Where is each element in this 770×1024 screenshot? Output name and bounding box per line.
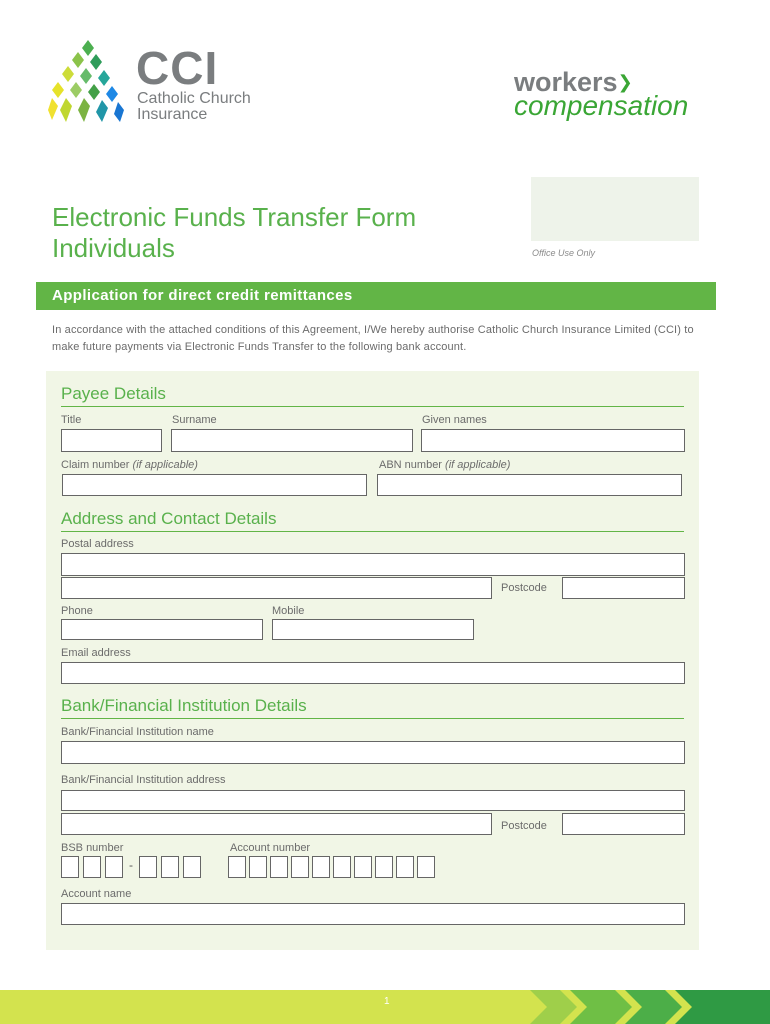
given-names-field[interactable] (421, 429, 685, 452)
email-label: Email address (61, 647, 131, 659)
bank-name-field[interactable] (61, 741, 685, 764)
account-name-label: Account name (61, 888, 132, 900)
postal-address-field-line1[interactable] (61, 553, 685, 576)
compensation-logo-text: compensation (514, 90, 689, 121)
cci-logo-text: CCI (136, 42, 219, 94)
bank-divider (61, 718, 684, 719)
account-digit-box[interactable] (291, 856, 309, 878)
claim-number-label-text: Claim number (61, 459, 130, 471)
postcode-label: Postcode (501, 582, 547, 594)
bsb-label: BSB number (61, 842, 124, 854)
account-digit-box[interactable] (417, 856, 435, 878)
title-label: Title (61, 414, 82, 426)
abn-number-label-text: ABN number (379, 459, 442, 471)
banner-text: Application for direct credit remittances (52, 287, 353, 304)
account-digit-box[interactable] (333, 856, 351, 878)
postal-address-field-line2[interactable] (61, 577, 492, 599)
office-use-box (531, 177, 699, 241)
surname-label: Surname (172, 414, 217, 426)
abn-number-note: (if applicable) (445, 459, 511, 471)
surname-field[interactable] (171, 429, 413, 452)
workers-word: workers (514, 67, 618, 97)
account-name-field[interactable] (61, 903, 685, 925)
account-digit-box[interactable] (396, 856, 414, 878)
payee-divider (61, 406, 684, 407)
cci-logo-line1: Catholic Church (137, 90, 251, 107)
bank-postcode-label: Postcode (501, 820, 547, 832)
claim-number-field[interactable] (62, 474, 367, 496)
postcode-field[interactable] (562, 577, 685, 599)
account-digit-box[interactable] (249, 856, 267, 878)
given-names-label: Given names (422, 414, 487, 426)
abn-number-label (379, 459, 510, 472)
account-digit-box[interactable] (375, 856, 393, 878)
office-use-label: Office Use Only (532, 248, 596, 258)
chevron-right-icon: ❯ (617, 72, 633, 92)
bsb-digit-box[interactable] (161, 856, 179, 878)
abn-number-field[interactable] (377, 474, 682, 496)
section-banner (36, 282, 716, 310)
payee-section-title: Payee Details (61, 384, 166, 403)
mobile-field[interactable] (272, 619, 474, 640)
bsb-digit-box[interactable] (61, 856, 79, 878)
bsb-digit-box[interactable] (83, 856, 101, 878)
address-section-title: Address and Contact Details (61, 509, 277, 528)
bank-address-label: Bank/Financial Institution address (61, 774, 226, 786)
bank-address-field-line1[interactable] (61, 790, 685, 811)
postal-address-label: Postal address (61, 538, 134, 550)
account-digit-box[interactable] (312, 856, 330, 878)
mobile-label: Mobile (272, 605, 305, 617)
bank-address-field-line2[interactable] (61, 813, 492, 835)
cci-logo-line2: Insurance (137, 106, 208, 123)
bsb-digit-box[interactable] (105, 856, 123, 878)
bank-name-label: Bank/Financial Institution name (61, 726, 214, 738)
email-field[interactable] (61, 662, 685, 684)
footer-chevrons-icon (530, 990, 770, 1024)
bsb-digit-box[interactable] (139, 856, 157, 878)
page-subtitle: Individuals (52, 233, 175, 263)
claim-number-note: (if applicable) (132, 459, 198, 471)
bsb-separator: - (129, 858, 133, 872)
account-number-label: Account number (230, 842, 311, 854)
intro-paragraph: In accordance with the attached conditions of this Agreement, I/We hereby authorise Catholic Church Insurance Limited (CCI) to make future payments via Electronic Funds Transfer to the following bank account. (52, 324, 694, 353)
bank-section-title: Bank/Financial Institution Details (61, 696, 307, 715)
phone-field[interactable] (61, 619, 263, 640)
claim-number-label (61, 459, 198, 472)
account-digit-box[interactable] (228, 856, 246, 878)
phone-label: Phone (61, 605, 93, 617)
cci-logo-icon (48, 40, 128, 122)
page-title: Electronic Funds Transfer Form (52, 202, 417, 232)
account-digit-box[interactable] (270, 856, 288, 878)
cci-logo-subtext (137, 91, 251, 123)
account-digit-box[interactable] (354, 856, 372, 878)
address-divider (61, 531, 684, 532)
bank-postcode-field[interactable] (562, 813, 685, 835)
title-field[interactable] (61, 429, 162, 452)
page-number: 1 (384, 996, 390, 1007)
bsb-digit-box[interactable] (183, 856, 201, 878)
